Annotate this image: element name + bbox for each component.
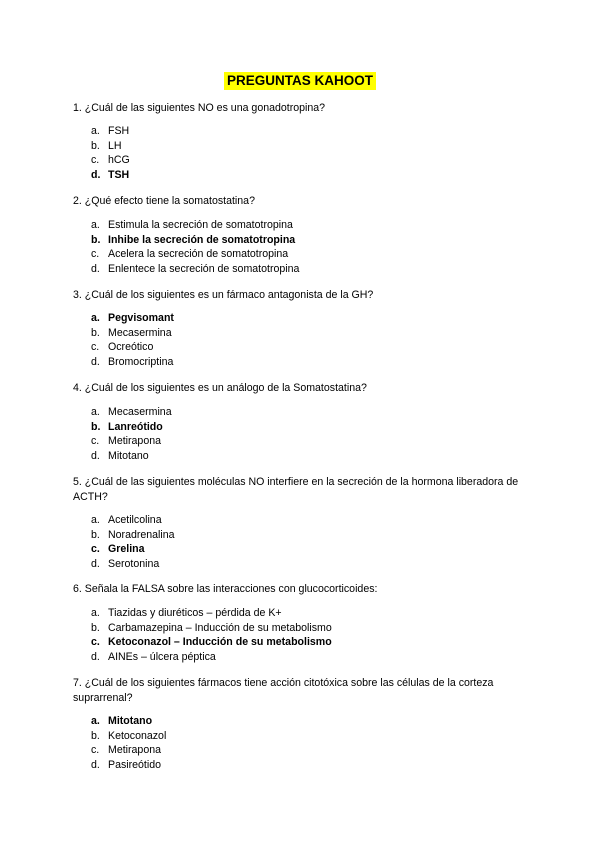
option-text: Ocreótico <box>108 341 154 354</box>
option-letter: b. <box>91 420 101 433</box>
option-3d <box>91 355 531 370</box>
option-7d <box>91 758 531 773</box>
option-letter: b. <box>91 729 100 742</box>
option-letter: a. <box>91 219 100 231</box>
question-5-options <box>91 513 531 571</box>
option-letter: a. <box>91 406 100 418</box>
page-title: PREGUNTAS KAHOOT <box>224 72 376 90</box>
option-letter: b. <box>91 326 100 339</box>
option-7b <box>91 729 531 744</box>
option-letter: a. <box>91 715 100 727</box>
option-letter: b. <box>91 233 101 246</box>
option-letter: c. <box>91 435 100 448</box>
option-letter: d. <box>91 557 100 570</box>
option-letter: d. <box>91 650 100 663</box>
title-wrap <box>0 72 600 90</box>
option-2c <box>91 247 531 262</box>
option-6c-correct <box>91 635 531 650</box>
option-1c <box>91 153 531 168</box>
option-text: LH <box>108 139 122 152</box>
question-2: 2. ¿Qué efecto tiene la somatostatina? <box>73 195 255 207</box>
question-3: 3. ¿Cuál de los siguientes es un fármaco antagonista de la GH? <box>73 289 374 301</box>
option-2b-correct <box>91 233 531 248</box>
option-5c-correct <box>91 542 531 557</box>
option-7a-correct <box>91 714 531 729</box>
option-letter: a. <box>91 125 100 137</box>
option-text: Grelina <box>108 543 145 556</box>
question-7-options <box>91 714 531 772</box>
option-6b <box>91 621 531 636</box>
option-letter: d. <box>91 449 100 462</box>
option-letter: b. <box>91 621 100 634</box>
option-1a <box>91 124 531 139</box>
option-letter: c. <box>91 341 100 354</box>
question-4: 4. ¿Cuál de los siguientes es un análogo de la Somatostatina? <box>73 382 367 394</box>
question-1: 1. ¿Cuál de las siguientes NO es una gonadotropina? <box>73 102 326 114</box>
option-text: Pasireótido <box>108 758 161 771</box>
option-letter: a. <box>91 514 100 526</box>
option-text: Ketoconazol – Inducción de su metabolismo <box>108 636 332 649</box>
option-letter: d. <box>91 262 100 275</box>
option-text: AINEs – úlcera péptica <box>108 650 216 663</box>
option-text: Noradrenalina <box>108 528 175 541</box>
option-text: TSH <box>108 168 130 181</box>
question-6-options <box>91 606 531 664</box>
option-5a <box>91 513 531 528</box>
option-letter: a. <box>91 312 100 324</box>
option-4c <box>91 434 531 449</box>
question-2-options <box>91 218 531 276</box>
option-text: hCG <box>108 154 130 167</box>
option-4a <box>91 405 531 420</box>
option-5b <box>91 528 531 543</box>
option-7c <box>91 743 531 758</box>
option-1d-correct <box>91 168 531 183</box>
option-6d <box>91 650 531 665</box>
option-2d <box>91 262 531 277</box>
option-letter: c. <box>91 154 100 167</box>
option-letter: c. <box>91 744 100 757</box>
option-text: Carbamazepina – Inducción de su metabolismo <box>108 621 332 634</box>
option-6a <box>91 606 531 621</box>
option-letter: a. <box>91 607 100 619</box>
option-text: Tiazidas y diuréticos – pérdida de K+ <box>108 607 282 619</box>
option-text: Mitotano <box>108 715 153 727</box>
option-letter: d. <box>91 758 100 771</box>
option-text: Lanreótido <box>108 420 163 433</box>
option-text: Estimula la secreción de somatotropina <box>108 219 293 231</box>
option-3b <box>91 326 531 341</box>
option-text: Ketoconazol <box>108 729 167 742</box>
question-7: 7. ¿Cuál de los siguientes fármacos tiene acción citotóxica sobre las células de la corteza suprarrenal? <box>73 677 494 704</box>
option-3a-correct <box>91 311 531 326</box>
option-text: Mecasermina <box>108 406 172 418</box>
option-text: Bromocriptina <box>108 355 174 368</box>
option-letter: d. <box>91 355 100 368</box>
option-4d <box>91 449 531 464</box>
option-letter: d. <box>91 168 101 181</box>
question-1-options <box>91 124 531 182</box>
option-letter: c. <box>91 543 100 556</box>
option-text: Enlentece la secreción de somatotropina <box>108 262 300 275</box>
option-text: Acetilcolina <box>108 514 162 526</box>
option-letter: c. <box>91 248 100 261</box>
option-text: FSH <box>108 125 130 137</box>
option-text: Mitotano <box>108 449 149 462</box>
option-text: Metirapona <box>108 435 161 448</box>
option-3c <box>91 340 531 355</box>
option-text: Serotonina <box>108 557 160 570</box>
question-3-options <box>91 311 531 369</box>
option-5d <box>91 557 531 572</box>
option-text: Mecasermina <box>108 326 172 339</box>
question-6: 6. Señala la FALSA sobre las interacciones con glucocorticoides: <box>73 583 378 595</box>
option-letter: b. <box>91 139 100 152</box>
question-5: 5. ¿Cuál de las siguientes moléculas NO interfiere en la secreción de la hormona liberadora de ACTH? <box>73 476 519 503</box>
option-text: Metirapona <box>108 744 161 757</box>
option-letter: c. <box>91 636 100 649</box>
option-letter: b. <box>91 528 100 541</box>
option-4b-correct <box>91 420 531 435</box>
option-1b <box>91 139 531 154</box>
option-text: Pegvisomant <box>108 312 174 324</box>
option-2a <box>91 218 531 233</box>
option-text: Acelera la secreción de somatotropina <box>108 248 289 261</box>
option-text: Inhibe la secreción de somatotropina <box>108 233 296 246</box>
question-4-options <box>91 405 531 463</box>
